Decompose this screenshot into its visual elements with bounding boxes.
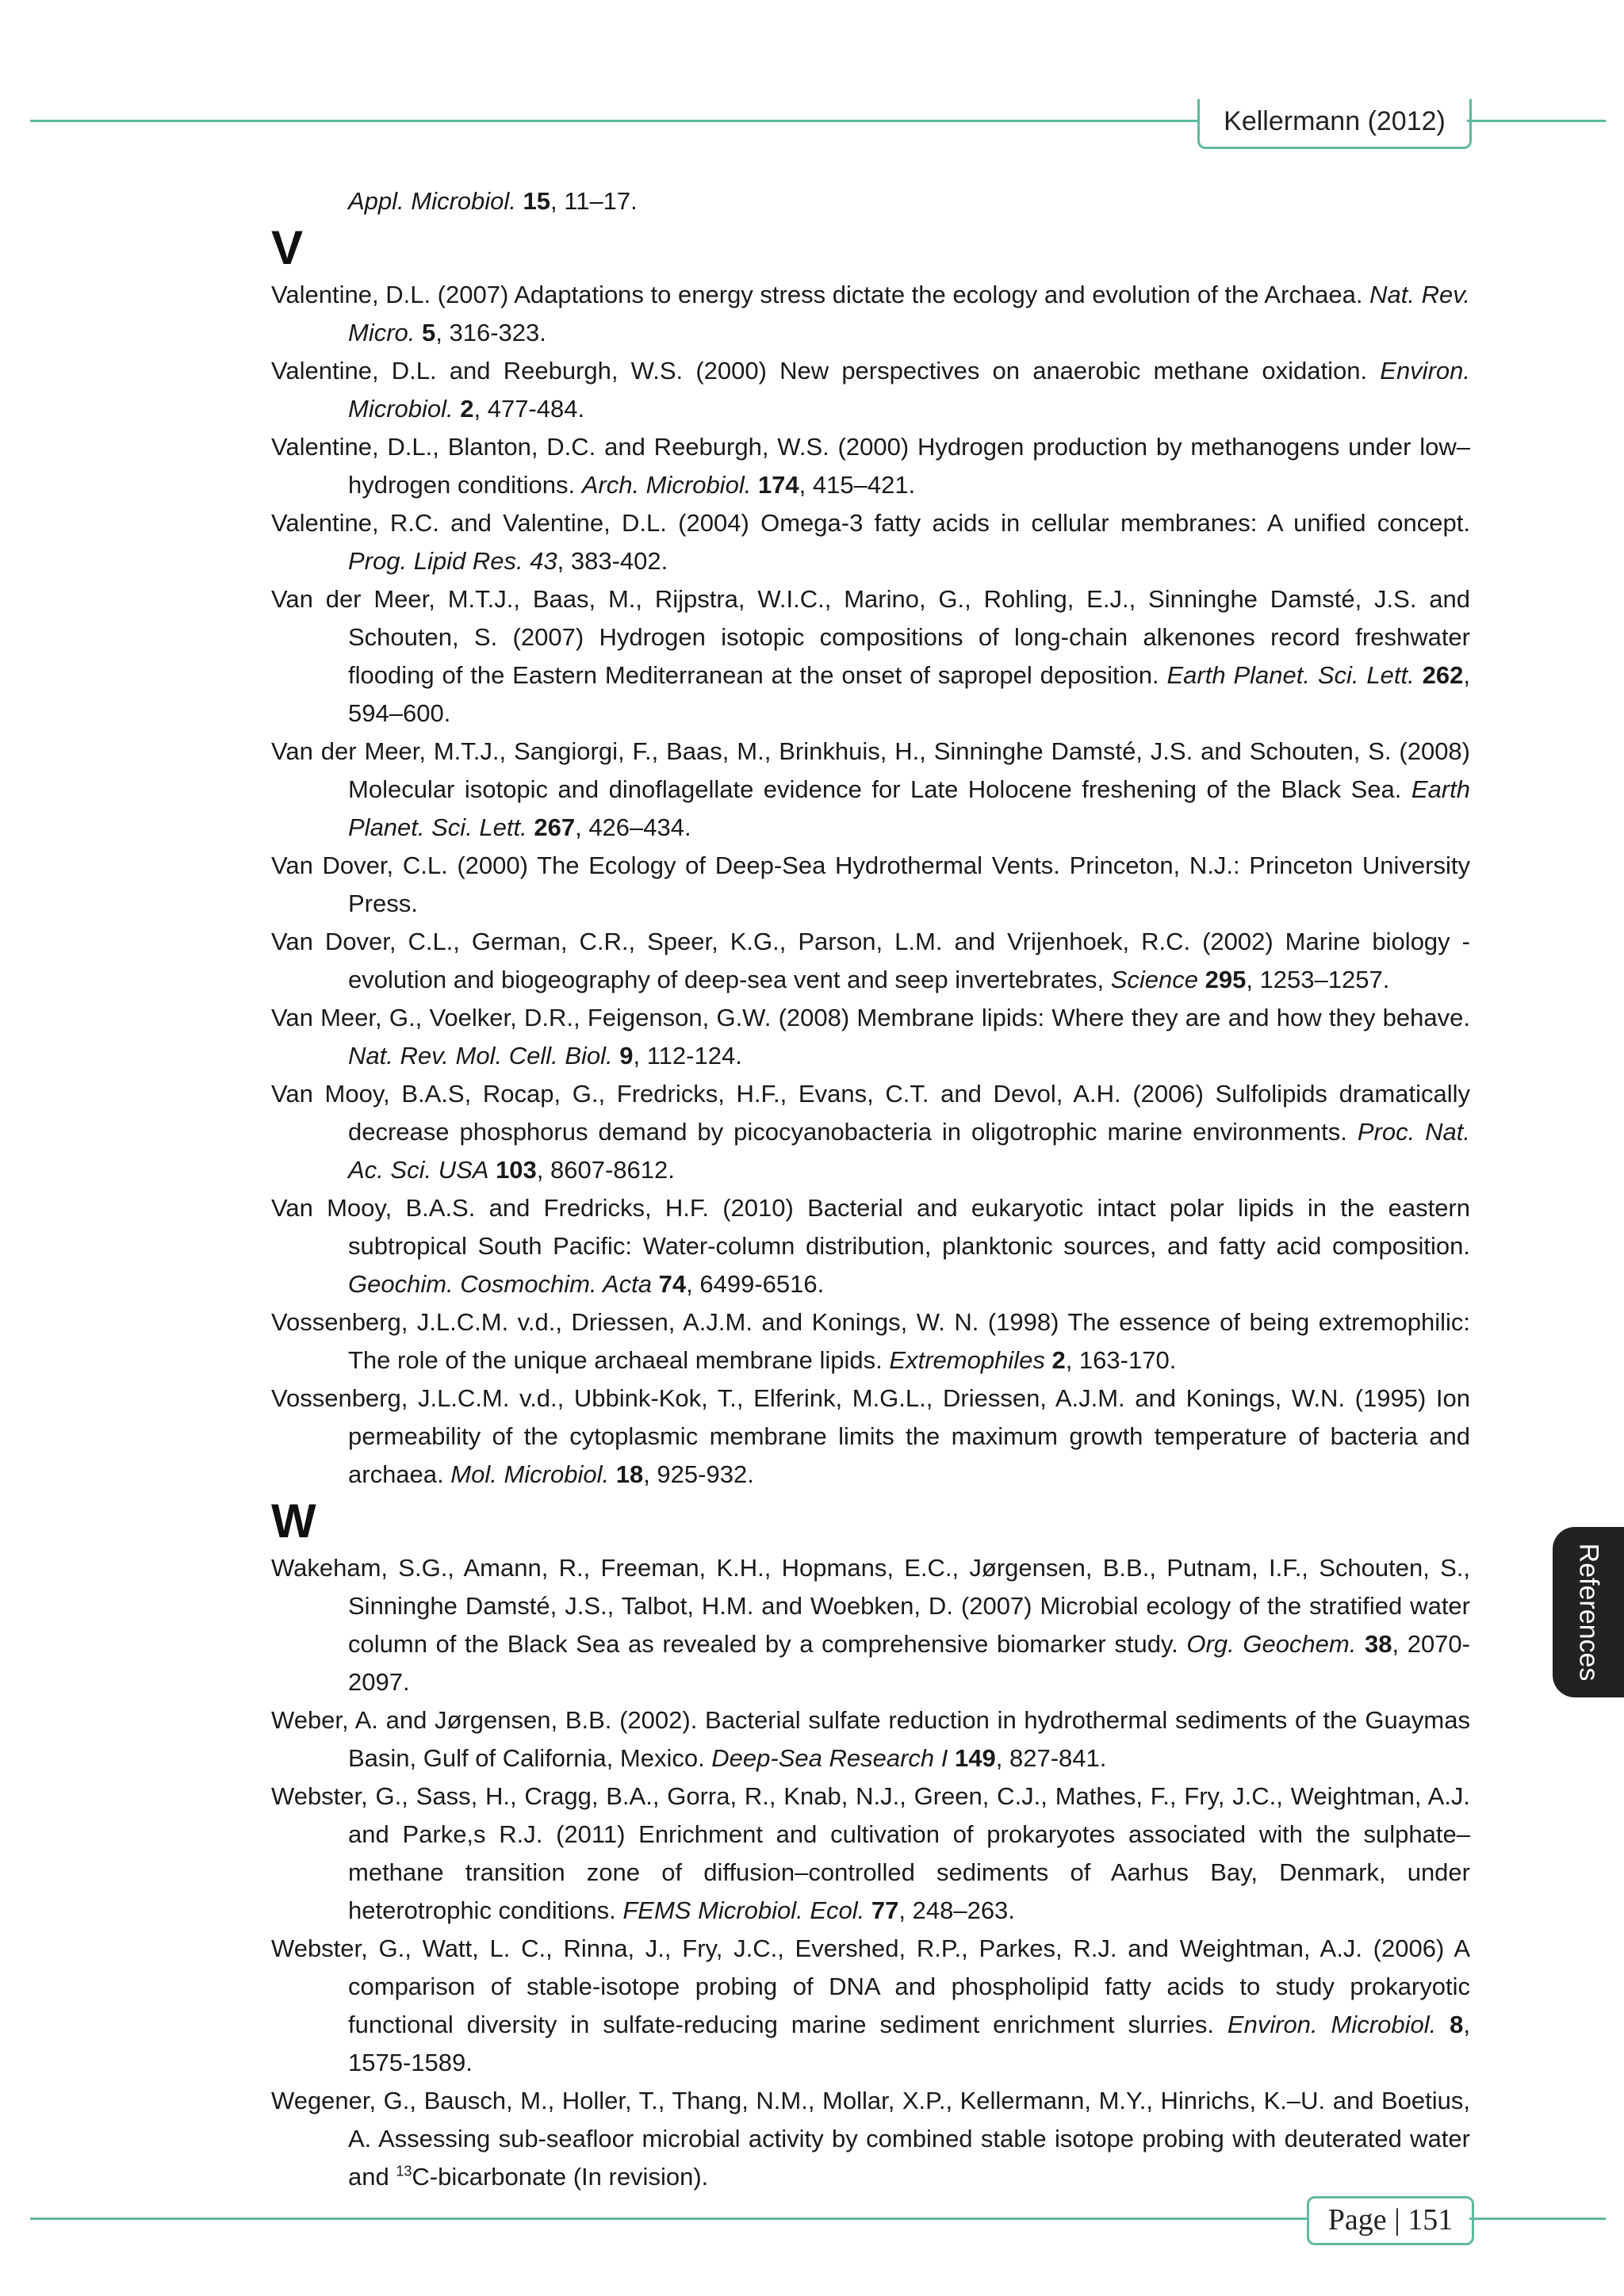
citation-text: , 1575-1589. <box>348 2011 1471 2076</box>
citation-text: , 415–421. <box>799 471 916 499</box>
journal-title: Prog. Lipid Res. 43 <box>348 547 557 575</box>
citation-text: Vossenberg, J.L.C.M. v.d., Driessen, A.J.M. and Konings, W. N. (1998) The essence of being extremophilic: The role of the unique archaeal membrane lipids. <box>271 1308 1470 1374</box>
citation-text: , 316-323. <box>435 319 546 346</box>
citation-text: , 383-402. <box>557 547 668 575</box>
reference-entry <box>271 580 1470 733</box>
section-letter: V <box>271 221 304 274</box>
volume-number: 2 <box>1051 1346 1066 1374</box>
citation-text: Wakeham, S.G., Amann, R., Freeman, K.H., Hopmans, E.C., Jørgensen, B.B., Putnam, I.F., Schouten, S., Sinninghe Damsté, J.S., Talbot, H.M. and Woebken, D. (2007) Microbial ecology of the stratified water column of the Black Sea as revealed by a comprehensive biomarker study. <box>271 1554 1470 1658</box>
citation-text <box>1436 2011 1450 2038</box>
reference-entry <box>271 847 1470 923</box>
citation-text: , 1253–1257. <box>1246 966 1390 993</box>
journal-title: Proc. Nat. Ac. Sci. USA <box>348 1118 1470 1184</box>
volume-number: 174 <box>757 471 799 499</box>
citation-text: Vossenberg, J.L.C.M. v.d., Ubbink-Kok, T., Elferink, M.G.L., Driessen, A.J.M. and Konings, W.N. (1995) Ion permeability of the cytoplasmic membrane limits the maximum growth temperature of bacteria and archaea. <box>271 1384 1470 1488</box>
journal-title: Mol. Microbiol. <box>450 1460 610 1488</box>
reference-entry <box>271 1701 1470 1777</box>
volume-number: 262 <box>1422 661 1464 689</box>
reference-entry <box>271 733 1470 847</box>
reference-continuation <box>271 182 1470 220</box>
citation-text: Van Dover, C.L. (2000) The Ecology of Deep-Sea Hydrothermal Vents. Princeton, N.J.: Princeton University Press. <box>271 851 1470 917</box>
section-tab-references[interactable] <box>1553 1527 1624 1697</box>
volume-number: 15 <box>523 187 551 215</box>
journal-title: Environ. Microbiol. <box>1227 2011 1437 2038</box>
journal-title: Org. Geochem. <box>1186 1630 1357 1658</box>
header-rule-left <box>30 120 1200 122</box>
section-tab-label: References <box>1573 1543 1604 1682</box>
volume-number: 267 <box>534 813 576 841</box>
journal-title: Earth Planet. Sci. Lett. <box>1166 661 1415 689</box>
reference-entry <box>271 1777 1470 1930</box>
citation-text: 13 <box>396 2163 412 2179</box>
volume-number: 77 <box>871 1896 899 1924</box>
reference-entry <box>271 1380 1470 1494</box>
volume-number: 103 <box>496 1156 537 1184</box>
citation-text <box>864 1896 871 1924</box>
footer-rule-left <box>30 2218 1309 2220</box>
citation-text: Van Mooy, B.A.S, Rocap, G., Fredricks, H.F., Evans, C.T. and Devol, A.H. (2006) Sulfolipids dramatically decrease phosphorus demand by picocyanobacteria in oligotrophic marine environments. <box>271 1080 1470 1146</box>
volume-number: 8 <box>1450 2011 1464 2038</box>
running-title: Kellermann (2012) <box>1197 99 1472 149</box>
citation-text: Van Mooy, B.A.S. and Fredricks, H.F. (2010) Bacterial and eukaryotic intact polar lipids in the eastern subtropical South Pacific: Water-column distribution, planktonic sources, and fatty acid composition. <box>271 1194 1470 1260</box>
journal-title: Arch. Microbiol. <box>581 471 752 499</box>
reference-entry <box>271 1930 1470 2082</box>
citation-text: Webster, G., Sass, H., Cragg, B.A., Gorra, R., Knab, N.J., Green, C.J., Mathes, F., Fry, J.C., Weightman, A.J. and Parke,s R.J. (2011) Enrichment and cultivation of prokaryotes associated with the sulphate–methane transition zone of diffusion–controlled sediments of Aarhus Bay, Denmark, under heterotrophic conditions. <box>271 1782 1470 1924</box>
citation-text <box>613 1042 620 1070</box>
journal-title: Nat. Rev. Mol. Cell. Biol. <box>348 1042 613 1070</box>
citation-text: Valentine, D.L. and Reeburgh, W.S. (2000) New perspectives on anaerobic methane oxidation. <box>271 357 1381 385</box>
volume-number: 149 <box>955 1744 996 1772</box>
citation-text: Van der Meer, M.T.J., Baas, M., Rijpstra, W.I.C., Marino, G., Rohling, E.J., Sinninghe Damsté, J.S. and Schouten, S. (2007) Hydrogen isotopic compositions of long-chain alkenones record freshwater flooding of the Eastern Mediterranean at the onset of sapropel deposition. <box>271 585 1470 689</box>
citation-text: , 8607-8612. <box>536 1156 675 1184</box>
citation-text: , 6499-6516. <box>686 1270 825 1298</box>
page-number: Page | 151 <box>1307 2196 1474 2245</box>
volume-number: 2 <box>460 395 474 423</box>
reference-entry <box>271 1303 1470 1380</box>
journal-title: Science <box>1110 966 1198 993</box>
section-letter: W <box>271 1494 316 1548</box>
reference-entry <box>271 1549 1470 1701</box>
citation-text <box>415 319 422 346</box>
volume-number: 38 <box>1364 1630 1392 1658</box>
citation-text: Valentine, D.L., Blanton, D.C. and Reeburgh, W.S. (2000) Hydrogen production by methanogens under low–hydrogen conditions. <box>271 433 1470 499</box>
volume-number: 9 <box>619 1042 634 1070</box>
reference-entry <box>271 2082 1470 2196</box>
citation-text: , 594–600. <box>348 661 1470 727</box>
journal-title: Geochim. Cosmochim. Acta <box>348 1270 653 1298</box>
reference-entry <box>271 428 1470 504</box>
header-rule-right <box>1467 120 1606 122</box>
citation-text <box>1415 661 1423 689</box>
citation-text: Webster, G., Watt, L. C., Rinna, J., Fry, J.C., Evershed, R.P., Parkes, R.J. and Weightman, A.J. (2006) A comparison of stable-isotope probing of DNA and phospholipid fatty acids to study prokaryotic functional diversity in sulfate-reducing marine sediment enrichment slurries. <box>271 1934 1470 2038</box>
citation-text <box>454 395 461 423</box>
citation-text: Wegener, G., Bausch, M., Holler, T., Thang, N.M., Mollar, X.P., Kellermann, M.Y., Hinrichs, K.–U. and Boetius, A. Assessing sub-seafloor microbial activity by combined stable isotope probing with deuterated water and <box>271 2087 1470 2191</box>
citation-text: , 827-841. <box>995 1744 1107 1772</box>
journal-title: Environ. Microbiol. <box>348 357 1470 423</box>
journal-title: Nat. Rev. Micro. <box>348 281 1471 346</box>
citation-text: Weber, A. and Jørgensen, B.B. (2002). Bacterial sulfate reduction in hydrothermal sediments of the Guaymas Basin, Gulf of California, Mexico. <box>271 1706 1470 1772</box>
citation-text <box>516 187 523 215</box>
reference-entry <box>271 999 1470 1075</box>
citation-text: Van der Meer, M.T.J., Sangiorgi, F., Baas, M., Brinkhuis, H., Sinninghe Damsté, J.S. and Schouten, S. (2008) Molecular isotopic and dinoflagellate evidence for Late Holocene freshening of the Black Sea. <box>271 737 1470 803</box>
journal-title: FEMS Microbiol. Ecol. <box>622 1896 865 1924</box>
citation-text: , 112-124. <box>633 1042 742 1070</box>
citation-text: , 925-932. <box>643 1460 754 1488</box>
reference-entry <box>271 276 1470 352</box>
volume-number: 5 <box>422 319 436 346</box>
citation-text: , 163-170. <box>1065 1346 1177 1374</box>
reference-entry <box>271 352 1470 428</box>
citation-text: , 248–263. <box>898 1896 1015 1924</box>
citation-text: C-bicarbonate (In revision). <box>412 2163 709 2191</box>
citation-text: Van Meer, G., Voelker, D.R., Feigenson, G.W. (2008) Membrane lipids: Where they are and how they behave. <box>271 1004 1470 1031</box>
citation-text <box>609 1460 616 1488</box>
volume-number: 74 <box>658 1270 687 1298</box>
citation-text <box>652 1270 659 1298</box>
reference-entry <box>271 923 1470 999</box>
citation-text <box>1198 966 1205 993</box>
citation-text: , 2070-2097. <box>348 1630 1470 1696</box>
citation-text <box>488 1156 496 1184</box>
reference-entry <box>271 1075 1470 1189</box>
citation-text: , 426–434. <box>575 813 691 841</box>
volume-number: 18 <box>615 1460 644 1488</box>
citation-text: , 477-484. <box>473 395 585 423</box>
reference-entry <box>271 504 1470 580</box>
footer-rule-right <box>1469 2218 1606 2220</box>
citation-text: Valentine, R.C. and Valentine, D.L. (2004) Omega-3 fatty acids in cellular membranes: A unified concept. <box>271 509 1470 537</box>
journal-title: Extremophiles <box>889 1346 1045 1374</box>
journal-title: Deep-Sea Research I <box>711 1744 948 1772</box>
journal-title: Earth Planet. Sci. Lett. <box>348 775 1470 841</box>
reference-entry <box>271 1189 1470 1303</box>
citation-text <box>751 471 758 499</box>
citation-text: Valentine, D.L. (2007) Adaptations to energy stress dictate the ecology and evolution of the Archaea. <box>271 281 1370 308</box>
citation-text: Van Dover, C.L., German, C.R., Speer, K.G., Parson, L.M. and Vrijenhoek, R.C. (2002) Marine biology - evolution and biogeography of deep-sea vent and seep invertebrates, <box>271 928 1470 993</box>
citation-text <box>1356 1630 1365 1658</box>
citation-text <box>948 1744 955 1772</box>
journal-title: Appl. Microbiol. <box>348 187 516 215</box>
citation-text: , 11–17. <box>550 187 638 215</box>
volume-number: 295 <box>1205 966 1247 993</box>
reference-list <box>271 182 1470 2196</box>
